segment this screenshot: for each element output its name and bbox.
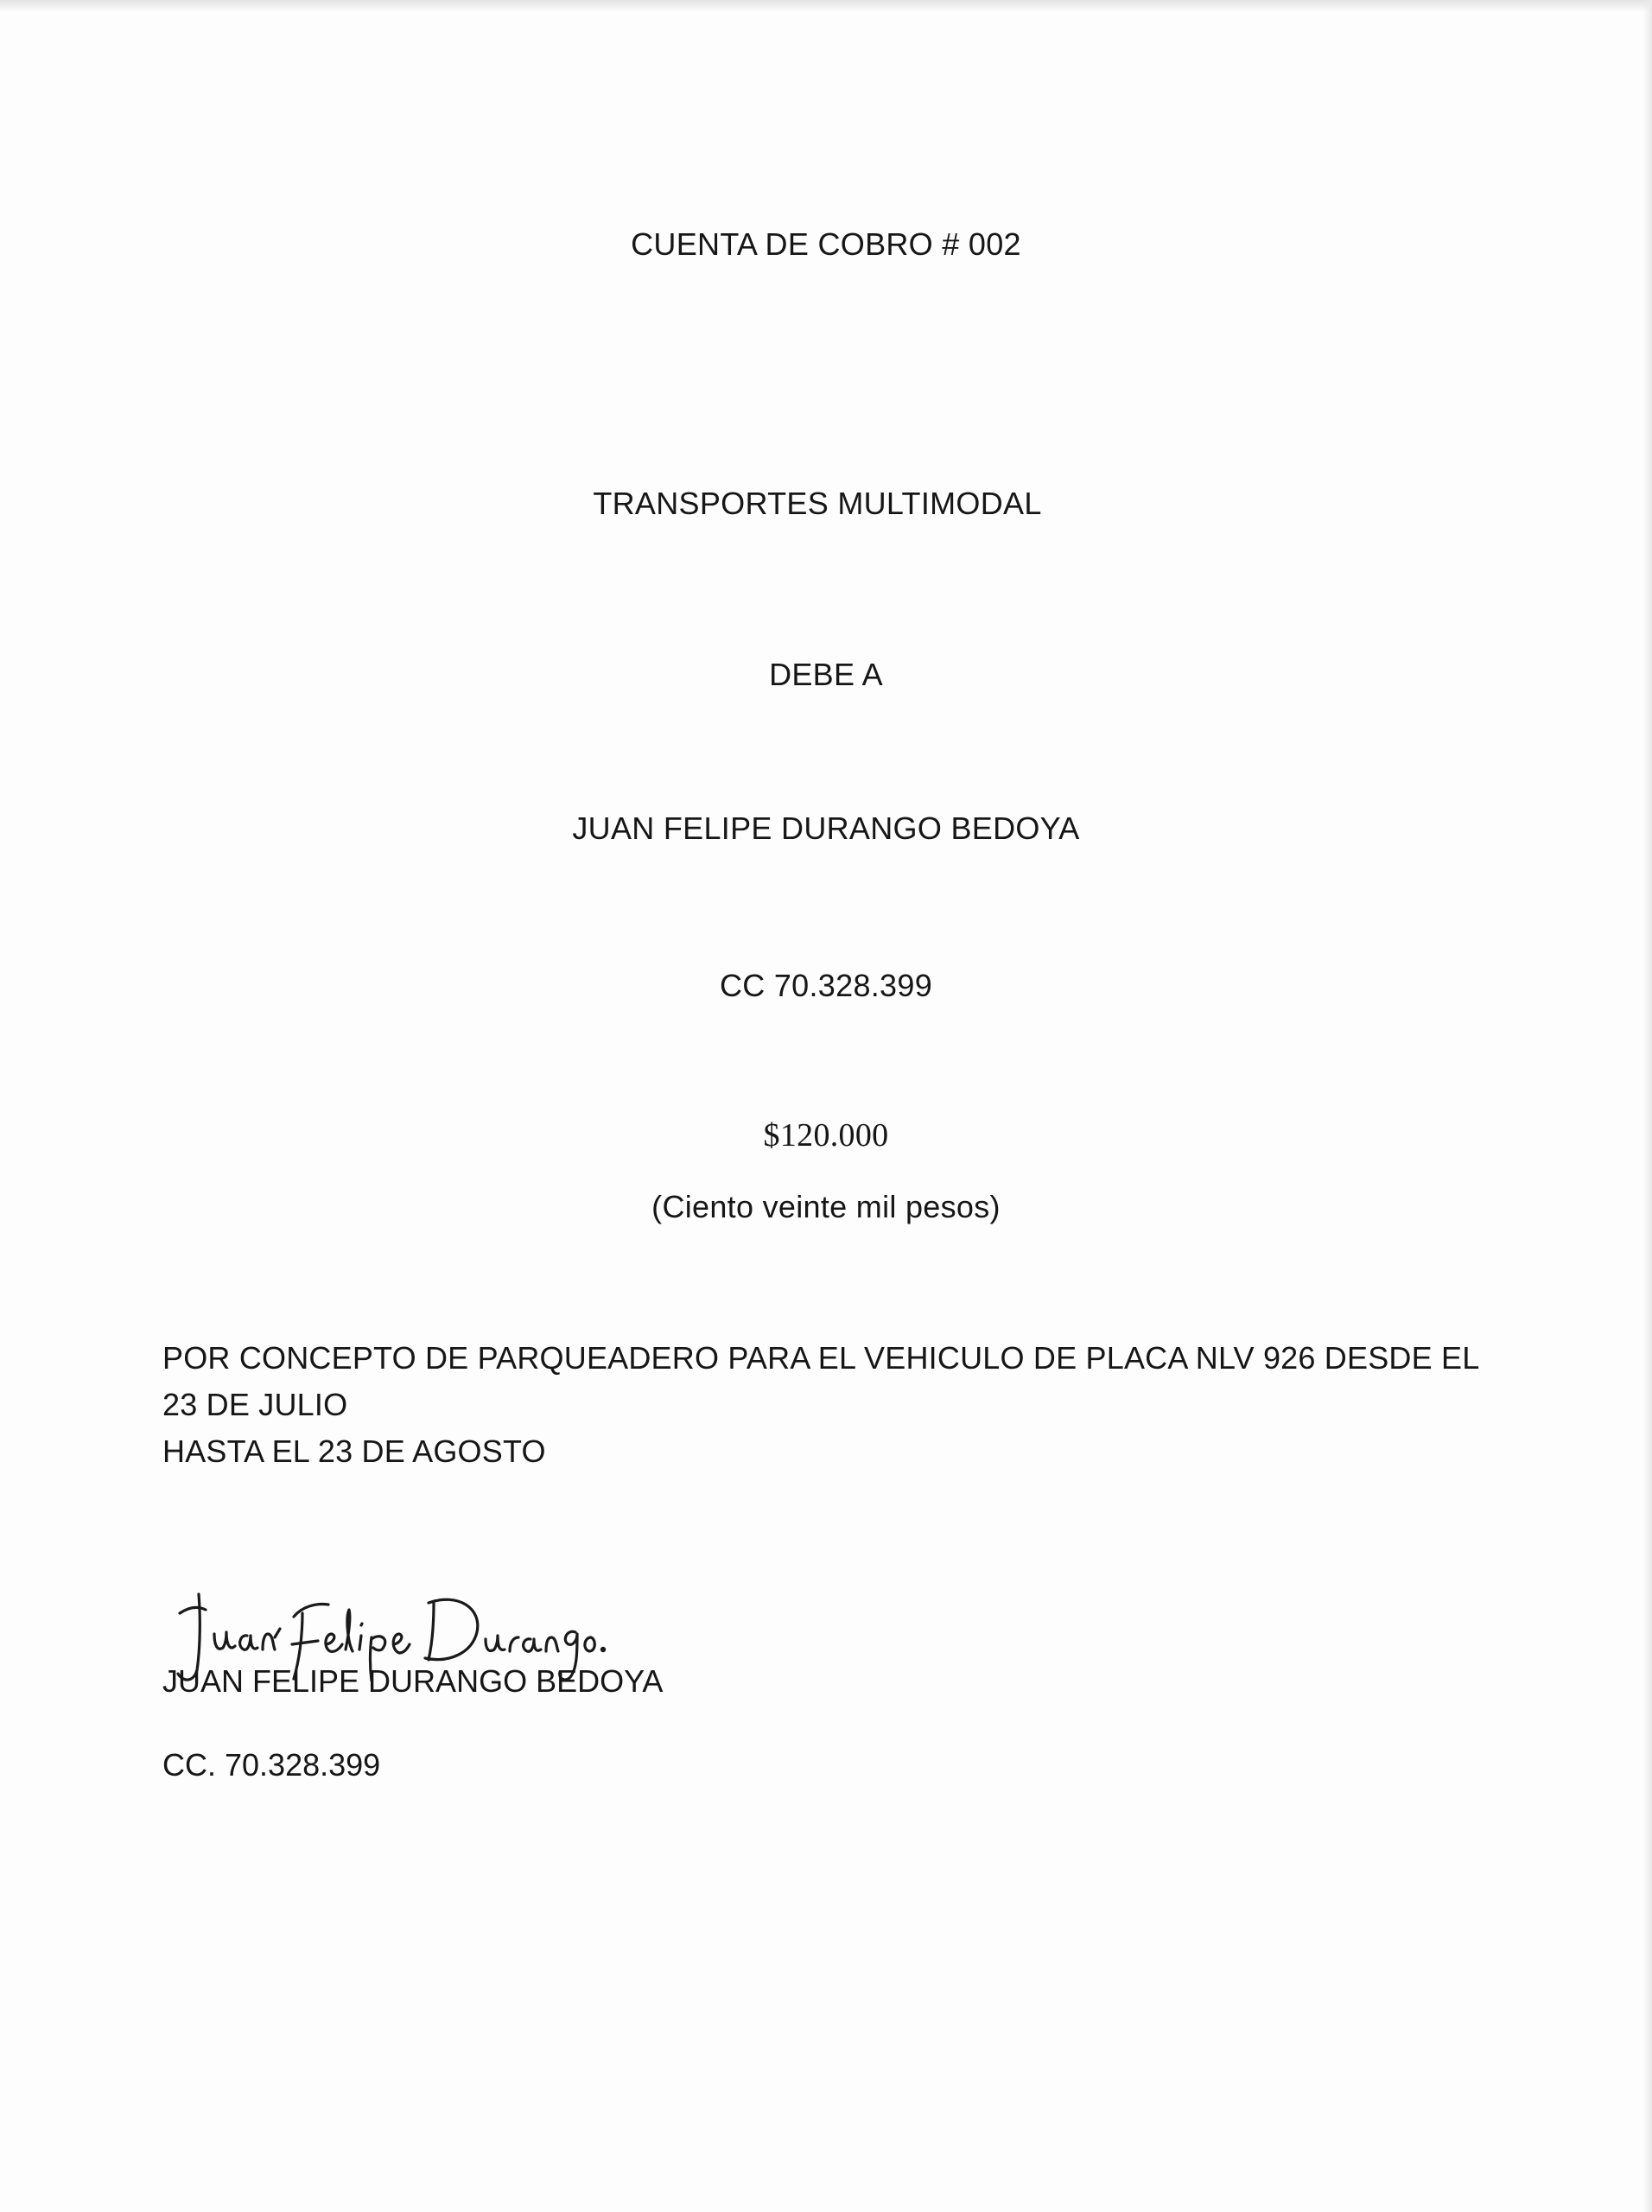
concept-paragraph xyxy=(162,1335,1510,1475)
amount-value: $120.000 xyxy=(763,1117,889,1154)
signer-printed-name: JUAN FELIPE DURANGO BEDOYA xyxy=(162,1663,664,1699)
concept-line-1: POR CONCEPTO DE PARQUEADERO PARA EL VEHICULO DE PLACA NLV 926 DESDE EL 23 DE JULIO xyxy=(162,1340,1479,1422)
amount-in-words: (Ciento veinte mil pesos) xyxy=(651,1189,1001,1224)
creditor-id: CC 70.328.399 xyxy=(719,968,933,1003)
owes-label: DEBE A xyxy=(769,657,883,692)
creditor-name: JUAN FELIPE DURANGO BEDOYA xyxy=(572,810,1080,846)
debtor-company: TRANSPORTES MULTIMODAL xyxy=(593,486,1042,521)
document-heading: CUENTA DE COBRO # 002 xyxy=(631,226,1021,262)
scan-shadow-right xyxy=(1643,0,1652,2212)
signer-printed-id: CC. 70.328.399 xyxy=(162,1747,381,1783)
concept-line-2: HASTA EL 23 DE AGOSTO xyxy=(162,1433,546,1469)
scan-shadow-top xyxy=(0,0,1652,12)
